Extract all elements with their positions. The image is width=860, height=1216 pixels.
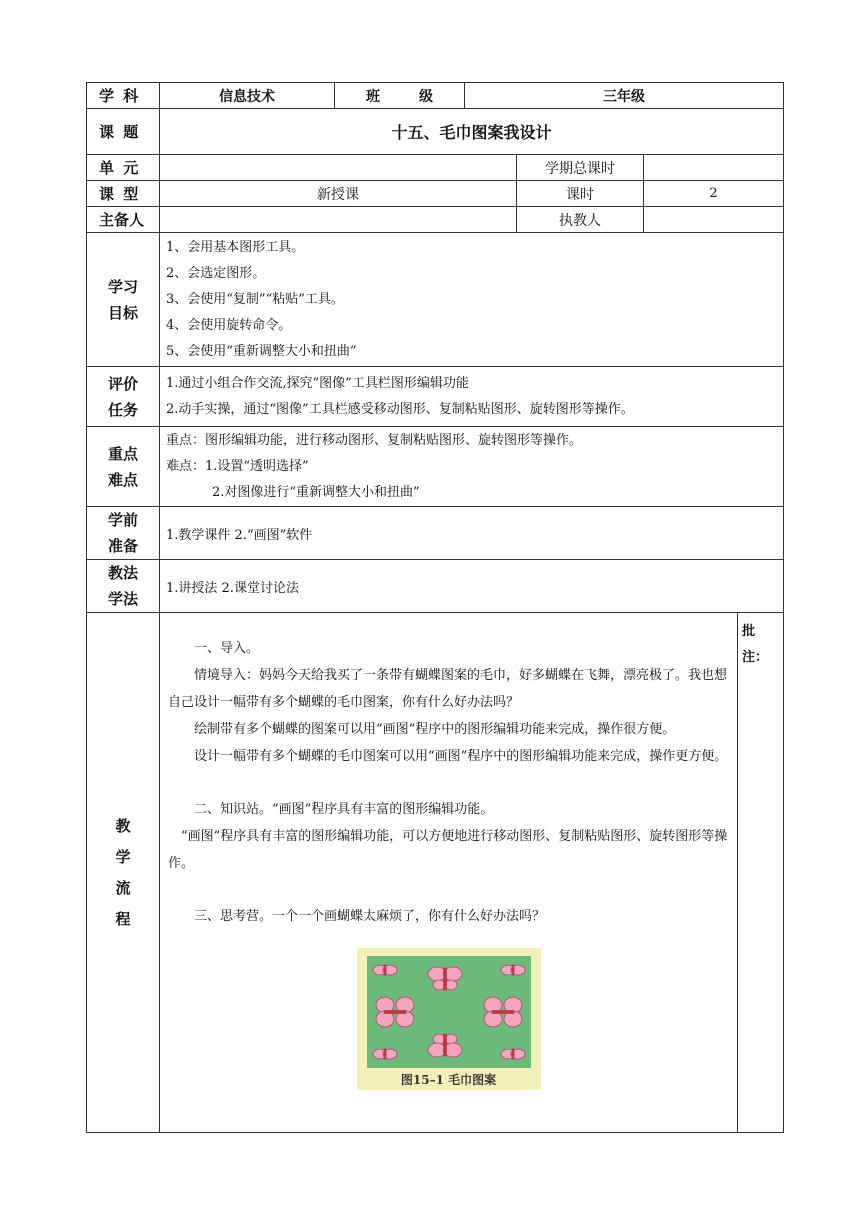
towel-pattern-figure [357,948,541,1090]
process-paragraph: 二、知识站。“画图”程序具有丰富的图形编辑功能。 [194,802,494,817]
process-label: 教 学 流 程 [87,613,160,1133]
lesson-plan [86,82,783,1133]
objective-item: 3、会使用“复制”“粘贴”工具。 [166,291,344,307]
unit-label: 单 元 [87,155,160,181]
topic-value: 十五、毛巾图案我设计 [160,109,784,155]
subject-value: 信息技术 [160,83,335,109]
preparation-value: 1.教学课件 2.“画图”软件 [160,507,784,560]
annotation-label: 批 [742,624,756,639]
annotation-column [738,613,784,1133]
process-paragraph: “画图”程序具有丰富的图形编辑功能，可以方便地进行移动图形、复制粘贴图形、旋转图形等操作。 [168,829,728,871]
process-content [160,613,738,1133]
lesson-type-label: 课 型 [87,181,160,207]
methods-label: 教法 学法 [87,560,160,613]
key-point-item: 难点：1.设置“透明选择” [166,458,309,474]
key-point-item: 2.对图像进行“重新调整大小和扭曲” [212,484,420,500]
objective-item: 2、会选定图形。 [166,265,266,281]
methods-value: 1.讲授法 2.课堂讨论法 [160,560,784,613]
key-points-label: 重点 难点 [87,427,160,507]
evaluation-item: 2.动手实操，通过“图像”工具栏感受移动图形、复制粘贴图形、旋转图形等操作。 [166,401,634,417]
key-points-list [160,427,784,507]
objectives-label: 学习 目标 [87,233,160,367]
butterfly-pattern-image [367,956,531,1068]
subject-label: 学 科 [87,83,160,109]
hours-label: 课时 [517,181,644,207]
figure-caption: 图15–1 毛巾图案 [400,1073,497,1087]
annotation-label-2: 注： [742,650,769,665]
objective-item: 1、会用基本图形工具。 [166,239,305,255]
process-paragraph: 设计一幅带有多个蝴蝶的毛巾图案可以用“画图”程序中的图形编辑功能来完成，操作更方便。 [194,749,728,764]
total-hours-value [644,155,784,181]
process-paragraph: 一、导入。 [194,641,260,656]
key-point-item: 重点：图形编辑功能，进行移动图形、复制粘贴图形、旋转图形等操作。 [166,432,583,448]
preparer-label: 主备人 [87,207,160,233]
hours-value: 2 [644,181,784,207]
process-paragraph: 情境导入：妈妈今天给我买了一条带有蝴蝶图案的毛巾，好多蝴蝶在飞舞，漂亮极了。我也想自己设计一幅带有多个蝴蝶的毛巾图案，你有什么好办法吗？ [168,668,728,710]
teacher-label: 执教人 [517,207,644,233]
topic-label: 课 题 [87,109,160,155]
process-paragraph: 三、思考营。一个一个画蝴蝶太麻烦了，你有什么好办法吗？ [194,909,546,924]
process-paragraph: 绘制带有多个蝴蝶的图案可以用“画图“程序中的图形编辑功能来完成，操作很方便。 [194,722,676,737]
class-label: 班 级 [335,83,465,109]
total-hours-label: 学期总课时 [517,155,644,181]
preparation-label: 学前 准备 [87,507,160,560]
evaluation-item: 1.通过小组合作交流,探究“图像”工具栏图形编辑功能 [166,375,469,391]
class-value: 三年级 [465,83,784,109]
objective-item: 4、会使用旋转命令。 [166,317,292,333]
teacher-value [644,207,784,233]
evaluation-label: 评价 任务 [87,367,160,427]
lesson-type-value: 新授课 [160,181,517,207]
evaluation-list [160,367,784,427]
unit-value [160,155,517,181]
objective-item: 5、会使用“重新调整大小和扭曲” [166,343,357,359]
lesson-plan-table [86,82,784,1133]
preparer-value [160,207,517,233]
objectives-list [160,233,784,367]
